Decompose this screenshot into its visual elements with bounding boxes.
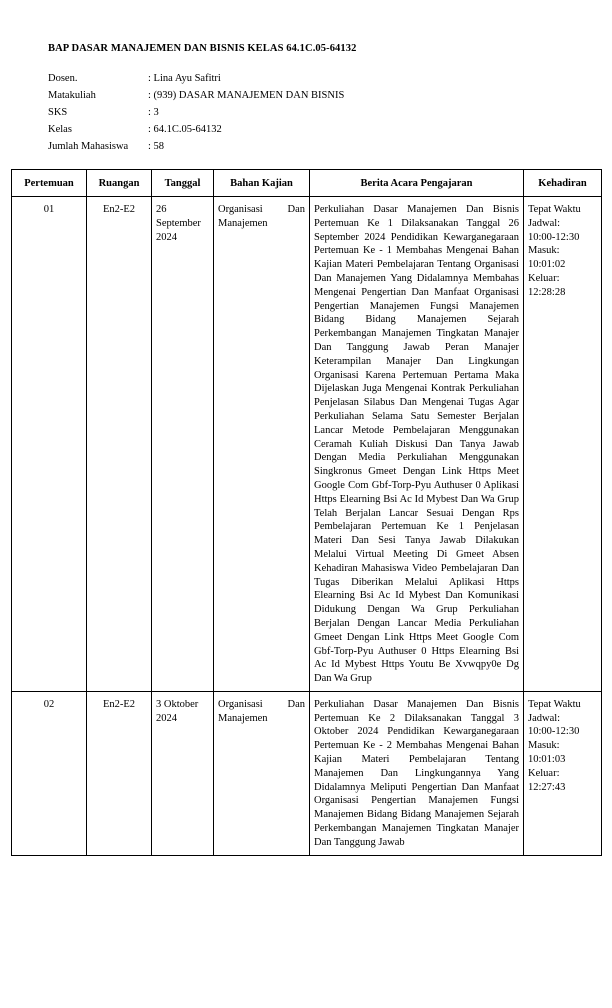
kehadiran-status: Tepat Waktu [528,204,581,215]
kehadiran-keluar-value: 12:27:43 [528,781,566,793]
meta-value: : Lina Ayu Safitri [148,73,221,84]
meta-row-jumlah-mahasiswa [48,138,344,155]
kehadiran-masuk-label: Masuk: [528,245,560,257]
col-header-berita-acara: Berita Acara Pengajaran [310,170,524,197]
col-header-ruangan: Ruangan [87,170,152,197]
meta-row-dosen [48,70,344,87]
col-header-tanggal: Tanggal [152,170,214,197]
kehadiran-masuk-value: 10:01:02 [528,259,566,271]
meta-label: Dosen. [48,73,78,84]
col-header-kehadiran: Kehadiran [524,170,602,197]
kehadiran-masuk-label: Masuk: [528,740,560,752]
meta-label: Kelas [48,124,72,135]
kehadiran-jadwal-value: 10:00-12:30 [528,726,580,738]
kehadiran-keluar-label: Keluar: [528,272,560,284]
cell-pertemuan: 02 [12,691,87,855]
meta-label: SKS [48,107,68,118]
cell-tanggal: 3 Oktober 2024 [152,691,214,855]
cell-berita-acara: Perkuliahan Dasar Manajemen Dan Bisnis Pertemuan Ke 1 Dilaksanakan Tanggal 26 September 2024 Pendidikan Kewarganegaraan Pertemuan Ke - 1 Membahas Mengenai Bahan Kajian Materi Pembelajaran Tentang Organisasi Dan Manajemen Yang Didalamnya Membahas Mengenai Pengertian Dan Manfaat Organisasi Pengertian Manajemen Fungsi Manajemen Bidang Bidang Manajemen Sejarah Perkembangan Manajemen Tingkatan Manajer Dan Tanggung Jawab Peran Manajer Keterampilan Manajer Dan Lingkungan Organisasi Karena Pertemuan Pertama Maka Dijelaskan Juga Mengenai Kontrak Perkuliahan Penjelasan Silabus Dan Mengenai Tugas Agar Perkuliahan Selama Satu Semester Berjalan Lancar Metode Pembelajaran Menggunakan Ceramah Kuliah Diskusi Dan Tanya Jawab Dengan Media Perkuliahan Menggunakan Singkronus Gmeet Dengan Link Https Meet Google Com Gbf-Torp-Pyu Authuser 0 Aplikasi Https Elearning Bsi Ac Id Mybest Dan Wa Grup Telah Berjalan Lancar Sesuai Dengan Rps Pembelajaran Pertemuan Ke 1 Penjelasan Materi Dan Sesi Tanya Jawab Dilakukan Melalui Virtual Meeting Di Gmeet Absen Kehadiran Mahasiswa Video Pembelajaran Dan Tugas Diberikan Melalui Aplikasi Https Elearning Bsi Ac Id Mybest Dan Komunikasi Didukung Dengan Wa Grup Perkuliahan Berjalan Dengan Lancar Media Perkuliahan Gmeet Dengan Link Https Meet Google Com Gbf-Torp-Pyu Authuser 0 Https Elearning Bsi Ac Id Mybest Https Youtu Be Xvwqpy0e Dg Dan Wa Grup [310,197,524,692]
kehadiran-jadwal-label: Jadwal: [528,712,561,724]
document-title: BAP DASAR MANAJEMEN DAN BISNIS KELAS 64.1C.05-64132 [48,43,357,54]
course-info [48,70,344,155]
meta-row-matakuliah [48,87,344,104]
cell-ruangan: En2-E2 [87,197,152,692]
kehadiran-keluar-value: 12:28:28 [528,286,566,298]
meta-row-kelas [48,121,344,138]
attendance-table [11,169,602,856]
cell-bahan-kajian: Organisasi Dan Manajemen [214,197,310,692]
cell-ruangan: En2-E2 [87,691,152,855]
meta-value: : 58 [148,141,165,152]
table-row [12,691,602,855]
meta-value: : 3 [148,107,159,118]
cell-berita-acara: Perkuliahan Dasar Manajemen Dan Bisnis Pertemuan Ke 2 Dilaksanakan Tanggal 3 Oktober 2024 Pendidikan Kewarganegaraan Pertemuan Ke - 2 Membahas Mengenai Bahan Kajian Materi Pembelajaran Tentang Manajemen Dan Lingkungannya Yang Didalamnya Meliputi Pengertian Dan Manfaat Organisasi Pengertian Manajemen Fungsi Manajemen Bidang Bidang Manajemen Sejarah Perkembangan Manajemen Tingkatan Manajer Dan Tanggung Jawab [310,691,524,855]
meta-row-sks [48,104,344,121]
meta-value: : 64.1C.05-64132 [148,124,222,135]
table-row [12,197,602,692]
col-header-bahan-kajian: Bahan Kajian [214,170,310,197]
kehadiran-keluar-label: Keluar: [528,767,560,779]
cell-kehadiran [524,691,602,855]
kehadiran-jadwal-label: Jadwal: [528,217,561,229]
meta-value: : (939) DASAR MANAJEMEN DAN BISNIS [148,90,345,101]
cell-bahan-kajian: Organisasi Dan Manajemen [214,691,310,855]
cell-kehadiran [524,197,602,692]
table-header-row [12,170,602,197]
cell-pertemuan: 01 [12,197,87,692]
meta-label: Jumlah Mahasiswa [48,141,129,152]
meta-label: Matakuliah [48,90,96,101]
col-header-pertemuan: Pertemuan [12,170,87,197]
kehadiran-status: Tepat Waktu [528,698,581,710]
kehadiran-masuk-value: 10:01:03 [528,754,566,766]
cell-tanggal: 26 September 2024 [152,197,214,692]
kehadiran-jadwal-value: 10:00-12:30 [528,231,580,243]
